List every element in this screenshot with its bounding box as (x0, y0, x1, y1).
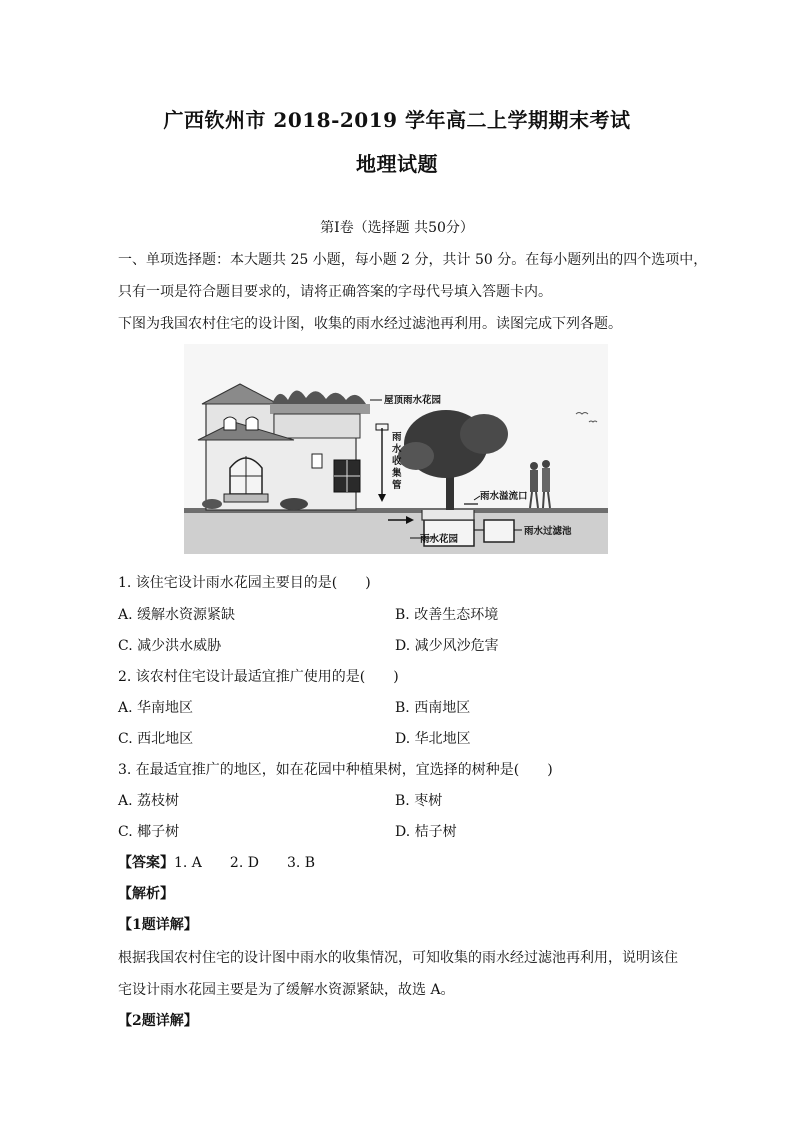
answer-line (118, 852, 315, 872)
question-1-option-a: A. 缓解水资源紧缺 (118, 607, 236, 623)
answer-label: 【答案】 (118, 855, 174, 871)
analysis-q1-label: 【1题详解】 (118, 917, 198, 933)
answer-text: 1. A 2. D 3. B (174, 855, 316, 871)
question-3-option-b: B. 枣树 (395, 793, 443, 809)
label-pipe-4: 集 (392, 468, 402, 479)
label-pipe-1: 雨 (392, 432, 402, 443)
question-3-option-d: D. 桔子树 (395, 824, 457, 840)
exam-title: 广西钦州市 2018-2019 学年高二上学期期末考试 (163, 108, 631, 132)
label-roof-garden: 屋顶雨水花园 (384, 395, 442, 406)
label-pipe-5: 管 (392, 480, 402, 491)
question-3-stem: 3. 在最适宜推广的地区，如在花园中种植果树，宜选择的树种是( ) (118, 762, 553, 778)
question-3-option-a: A. 荔枝树 (118, 793, 180, 809)
house-design-figure (184, 344, 608, 554)
question-2-option-d: D. 华北地区 (395, 731, 471, 747)
question-2-option-b: B. 西南地区 (395, 700, 471, 716)
house-design-diagram (184, 344, 608, 554)
label-pipe-3: 收 (392, 456, 402, 467)
analysis-q2-label: 【2题详解】 (118, 1013, 198, 1029)
instructions-line-2: 只有一项是符合题目要求的，请将正确答案的字母代号填入答题卡内。 (118, 284, 552, 300)
question-2-stem: 2. 该农村住宅设计最适宜推广使用的是( ) (118, 669, 399, 685)
analysis-label: 【解析】 (118, 886, 174, 902)
exam-subject: 地理试题 (356, 152, 438, 176)
instructions-line-1: 一、单项选择题：本大题共 25 小题，每小题 2 分，共计 50 分。在每小题列出的四个选项中， (118, 252, 708, 268)
analysis-q1-text-1: 根据我国农村住宅的设计图中雨水的收集情况，可知收集的雨水经过滤池再利用，说明该住 (118, 950, 678, 966)
question-1-stem: 1. 该住宅设计雨水花园主要目的是( ) (118, 575, 371, 591)
question-1-option-c: C. 减少洪水威胁 (118, 638, 222, 654)
section-heading: 第Ⅰ卷（选择题 共50分） (320, 220, 474, 236)
analysis-q1-text-2: 宅设计雨水花园主要是为了缓解水资源紧缺，故选 A。 (118, 982, 455, 998)
label-filter-pool: 雨水过滤池 (524, 526, 572, 537)
label-overflow: 雨水溢流口 (480, 491, 528, 502)
question-2-option-a: A. 华南地区 (118, 700, 194, 716)
label-rain-garden: 雨水花园 (420, 534, 459, 545)
question-3-option-c: C. 椰子树 (118, 824, 180, 840)
question-2-option-c: C. 西北地区 (118, 731, 194, 747)
question-1-option-d: D. 减少风沙危害 (395, 638, 499, 654)
figure-intro: 下图为我国农村住宅的设计图，收集的雨水经过滤池再利用。读图完成下列各题。 (118, 316, 622, 332)
label-pipe-2: 水 (392, 444, 402, 455)
question-1-option-b: B. 改善生态环境 (395, 607, 499, 623)
